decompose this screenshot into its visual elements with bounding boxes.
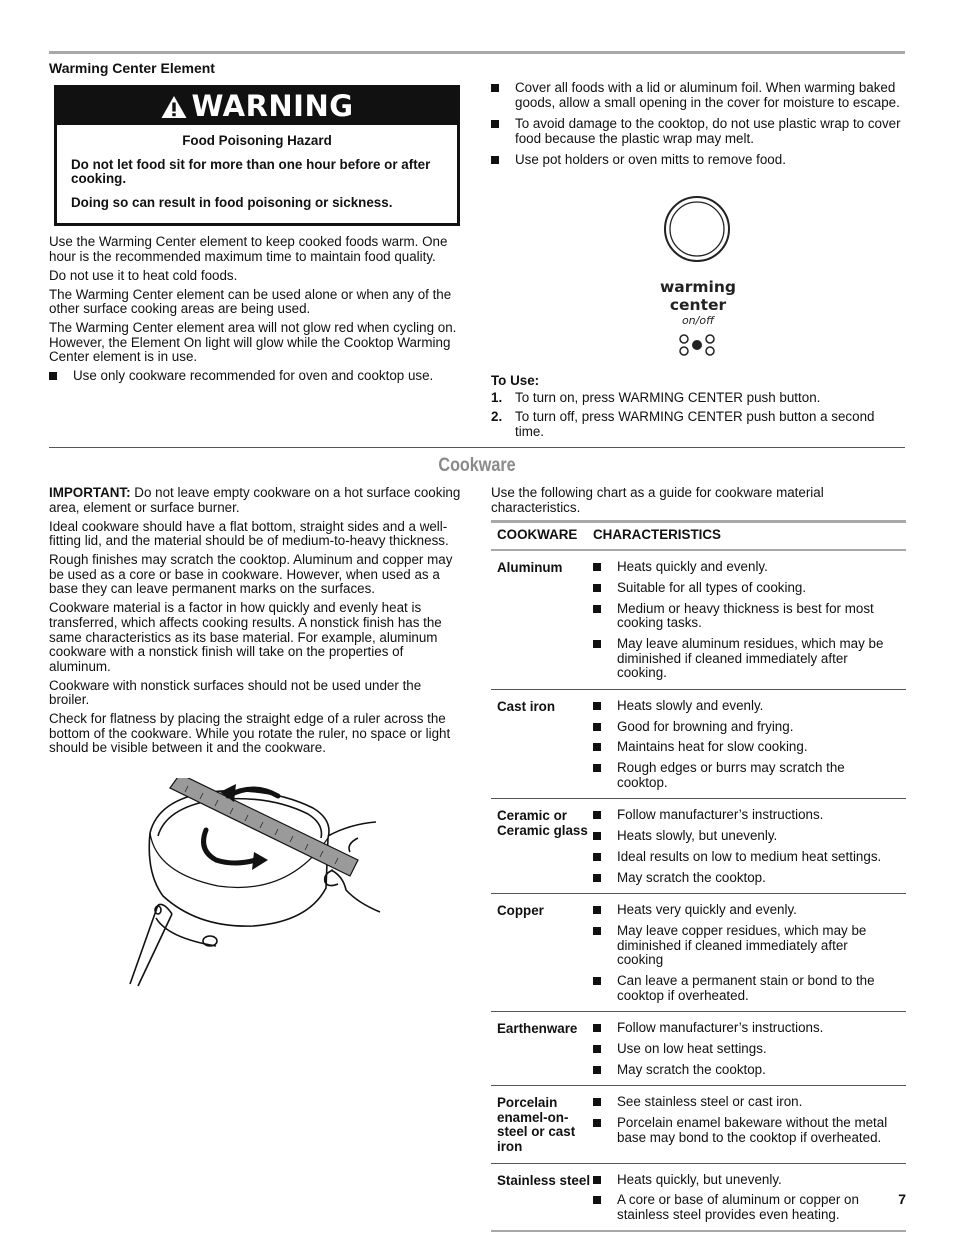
warning-header (57, 88, 457, 125)
section-title-cookware: Cookware (438, 455, 516, 476)
section-heading-warming-center: Warming Center Element (49, 60, 215, 76)
warming-bullets (491, 81, 905, 168)
pan-ruler-illustration (128, 778, 386, 990)
paragraph: Cookware material is a factor in how quickly and evenly heat is transferred, which affects cooking results. A nonstick finish has the same characteristics as its base material. For example, aluminum cookware with a nonstick finish will take on the properties of aluminum. (49, 600, 442, 674)
paragraph: The Warming Center element can be used alone or when any of the other surface cooking areas are being used. (49, 286, 452, 317)
to-use-section (491, 374, 905, 439)
table-row (491, 1086, 906, 1163)
table-row (491, 1164, 906, 1231)
paragraph (49, 486, 463, 515)
paragraph: Use the Warming Center element to keep cooked foods warm. One hour is the recommended maximum time to maintain food quality. (49, 234, 448, 264)
characteristic-item: See stainless steel or cast iron. (593, 1095, 893, 1110)
step-text: To turn off, press WARMING CENTER push button a second time. (515, 409, 875, 439)
table-row (491, 551, 906, 690)
control-label-line: center (669, 296, 727, 314)
bullet-item: To avoid damage to the cooktop, do not use plastic wrap to cover food because the plastic wrap may melt. (491, 117, 905, 146)
cookware-name: Aluminum (497, 560, 563, 575)
table-row (491, 894, 906, 1012)
cookware-description (49, 486, 463, 760)
characteristic-item: Use on low heat settings. (593, 1042, 893, 1057)
cookware-table (491, 520, 906, 1232)
paragraph: Rough finishes may scratch the cooktop. Aluminum and copper may be used as a core or base in cookware. However, when used as a base they can leave permanent marks on the surfaces. (49, 552, 453, 597)
characteristic-item: Good for browning and frying. (593, 720, 893, 735)
bullet-item: Use only cookware recommended for oven and cooktop use. (49, 369, 463, 384)
characteristic-item: May leave aluminum residues, which may be diminished if cleaned immediately after cooking. (593, 637, 893, 681)
cookware-name: Stainless steel (497, 1172, 591, 1188)
paragraph: Check for flatness by placing the straight edge of a ruler across the bottom of the cookware. While you rotate the ruler, no space or light should be visible between it and the cookware. (49, 711, 451, 756)
to-use-heading: To Use: (491, 373, 540, 388)
table-row (491, 799, 906, 894)
table-header (491, 523, 906, 549)
page-number: 7 (898, 1191, 906, 1207)
column-header-cookware: COOKWARE (497, 527, 578, 542)
characteristic-item: May scratch the cooktop. (593, 871, 893, 886)
characteristic-item: Follow manufacturer’s instructions. (593, 1021, 893, 1036)
cookware-name: Cast iron (497, 698, 556, 714)
warming-center-label (640, 278, 756, 314)
section-divider (49, 447, 905, 448)
bullet-item: Cover all foods with a lid or aluminum foil. When warming baked goods, allow a small opening in the cover for moisture to escape. (491, 81, 905, 110)
paragraph: Cookware with nonstick surfaces should not be used under the broiler. (49, 677, 422, 708)
characteristic-item: Heats slowly and evenly. (593, 699, 893, 714)
paragraph: The Warming Center element area will not glow red when cycling on. However, the Element On light will glow while the Cooktop Warming Center element is in use. (49, 320, 457, 365)
step-item (491, 391, 905, 406)
characteristic-item: Heats very quickly and evenly. (593, 903, 893, 918)
cookware-name: Ceramic or Ceramic glass (497, 808, 588, 838)
warning-line-1: Do not let food sit for more than one hour before or after cooking. (71, 156, 431, 187)
important-label: IMPORTANT: (49, 485, 131, 500)
warning-triangle-icon (160, 94, 188, 120)
warning-hazard-title: Food Poisoning Hazard (182, 133, 332, 148)
characteristic-item: Heats quickly and evenly. (593, 560, 893, 575)
step-number: 1. (491, 389, 503, 405)
characteristic-item: May scratch the cooktop. (593, 1063, 893, 1078)
top-rule (49, 51, 905, 54)
important-text: Do not leave empty cookware on a hot surface cooking area, element or surface burner. (49, 485, 461, 515)
characteristic-item: Ideal results on low to medium heat settings. (593, 850, 893, 865)
table-bottom-rule (491, 1230, 906, 1232)
characteristic-item: Medium or heavy thickness is best for most cooking tasks. (593, 602, 893, 631)
column-header-characteristics: CHARACTERISTICS (593, 527, 721, 542)
cookware-name: Earthenware (497, 1021, 578, 1037)
characteristic-item: Follow manufacturer’s instructions. (593, 808, 893, 823)
warming-center-knob-icon (661, 195, 735, 263)
paragraph: Do not use it to heat cold foods. (49, 267, 238, 283)
warning-word: WARNING (191, 89, 354, 124)
characteristic-item: Porcelain enamel bakeware without the metal base may bond to the cooktop if overheated. (593, 1116, 893, 1145)
step-text: To turn on, press WARMING CENTER push button. (515, 389, 821, 405)
characteristic-item: Heats slowly, but unevenly. (593, 829, 893, 844)
warning-line-2: Doing so can result in food poisoning or sickness. (71, 194, 393, 210)
bullet-item: Use pot holders or oven mitts to remove food. (491, 153, 905, 168)
characteristic-item: Heats quickly, but unevenly. (593, 1173, 893, 1188)
step-item (491, 410, 905, 439)
warning-box (54, 85, 460, 226)
warming-description (49, 235, 463, 384)
table-row (491, 1012, 906, 1086)
characteristic-item: Rough edges or burrs may scratch the cooktop. (593, 761, 893, 790)
cookware-name: Copper (497, 903, 544, 919)
paragraph: Ideal cookware should have a flat bottom, straight sides and a well-fitting lid, and the material should be of medium-to-heavy thickness. (49, 518, 449, 549)
element-on-indicator-icon (677, 332, 717, 358)
control-label-line: warming (659, 278, 737, 296)
on-off-label: on/off (681, 314, 715, 327)
table-row (491, 690, 906, 800)
cookware-name: Porcelain enamel-on-steel or cast iron (497, 1095, 576, 1155)
characteristic-item: May leave copper residues, which may be diminished if cleaned immediately after cooking (593, 924, 893, 968)
characteristic-item: Suitable for all types of cooking. (593, 581, 893, 596)
characteristic-item: Maintains heat for slow cooking. (593, 740, 893, 755)
characteristic-item: A core or base of aluminum or copper on stainless steel provides even heating. (593, 1193, 893, 1222)
chart-intro: Use the following chart as a guide for cookware material characteristics. (491, 485, 824, 515)
characteristic-item: Can leave a permanent stain or bond to the cooktop if overheated. (593, 974, 893, 1003)
step-number: 2. (491, 409, 503, 425)
